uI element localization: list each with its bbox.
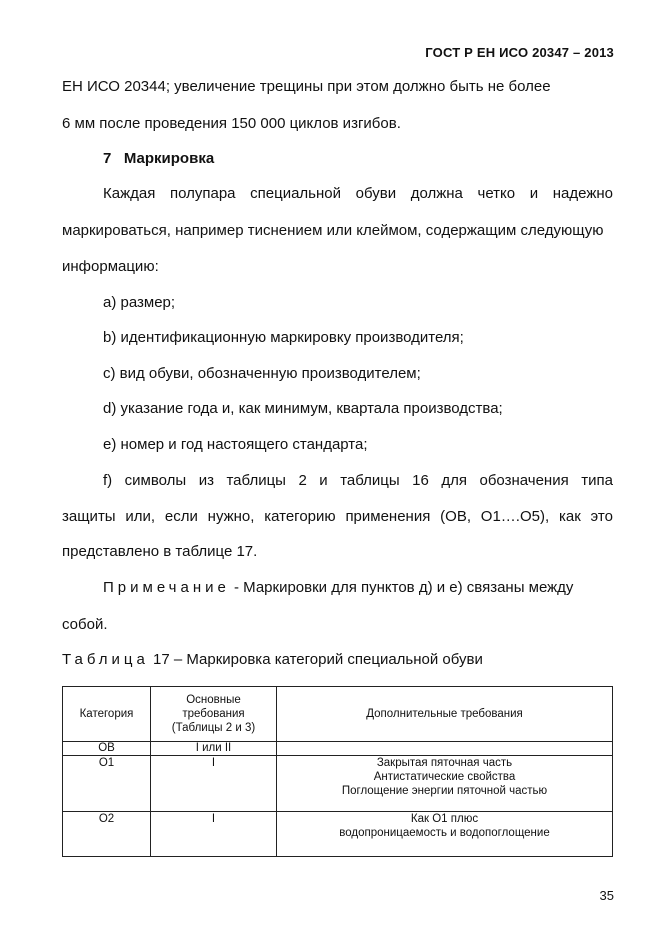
table-17 [62,686,613,857]
cell-basic: I или II [151,742,277,756]
note-line [103,579,573,597]
section-heading [103,150,214,168]
header-basic [151,687,277,742]
cell-additional [277,756,613,812]
section-title: Маркировка [123,150,215,167]
word: символы [124,472,187,489]
word: 16 [412,472,429,489]
header-basic-line: (Таблицы 2 и 3) [171,722,256,734]
text-line: маркироваться, например тиснением или клеймом, содержащим следующую [62,222,604,239]
list-item-f-line-justified [62,508,613,526]
word: и [529,185,539,202]
cell-basic: I [151,756,277,812]
list-item: c) вид обуви, обозначенную производителем; [103,365,421,382]
table-row [63,812,613,857]
word: f) [103,472,113,489]
cell-line: водопроницаемость и водопоглощение [339,827,550,839]
word: надежно [552,185,613,202]
word: четко [477,185,516,202]
document-header: ГОСТ Р ЕН ИСО 20347 – 2013 [425,45,614,60]
page-number: 35 [599,888,614,903]
word: и [319,472,328,489]
table-header-row [63,687,613,742]
paragraph-line-justified [103,185,613,203]
word: типа [581,472,613,489]
word: если [164,508,198,525]
table-row [63,742,613,756]
cell-line: Поглощение энергии пяточной частью [341,785,548,797]
cell-additional [277,742,613,756]
cell-category: OB [63,742,151,756]
word: из [198,472,214,489]
text-line: ЕН ИСО 20344; увеличение трещины при этом должно быть не более [62,78,551,95]
cell-category: O2 [63,812,151,857]
text-line: информацию: [62,258,159,275]
text-line: собой. [62,616,108,633]
list-item: b) идентификационную маркировку производителя; [103,329,464,346]
text-line: 6 мм после проведения 150 000 циклов изгибов. [62,115,401,132]
word: Каждая [103,185,156,202]
table-row [63,756,613,812]
word: обуви [355,185,397,202]
list-item-f-line-justified [103,472,613,490]
cell-category: O1 [63,756,151,812]
word: должна [410,185,463,202]
section-number: 7 [103,150,112,167]
word: защиты [62,508,116,525]
text-line: представлено в таблице 17. [62,543,258,560]
word: таблицы [340,472,400,489]
word: 2 [298,472,307,489]
cell-line: Как O1 плюс [410,813,479,825]
header-basic-line: Основные [186,694,241,706]
table-caption [62,651,483,669]
word: полупара [169,185,236,202]
word: это [590,508,613,525]
note-text: - Маркировки для пунктов д) и е) связаны между [229,579,574,596]
list-item: d) указание года и, как минимум, квартала производства; [103,400,503,417]
word: как [558,508,581,525]
cell-line: Закрытая пяточная часть [376,757,513,769]
list-item: a) размер; [103,294,176,311]
word: категорию [264,508,336,525]
header-basic-line: требования [182,708,245,720]
word: или, [125,508,156,525]
list-item: e) номер и год настоящего стандарта; [103,436,368,453]
word: для [441,472,467,489]
cell-basic: I [151,812,277,857]
note-label: Примечание [103,579,230,596]
word: нужно, [207,508,255,525]
cell-line: Антистатические свойства [373,771,516,783]
cell-additional [277,812,613,857]
table-caption-text: 17 – Маркировка категорий специальной обуви [148,651,483,668]
word: O1….O5), [480,508,550,525]
word: применения [345,508,431,525]
word: (OB, [440,508,471,525]
header-additional: Дополнительные требования [277,687,613,742]
word: обозначения [479,472,569,489]
word: таблицы [226,472,286,489]
table-caption-label: Таблица [62,651,149,668]
word: специальной [250,185,341,202]
header-category: Категория [63,687,151,742]
